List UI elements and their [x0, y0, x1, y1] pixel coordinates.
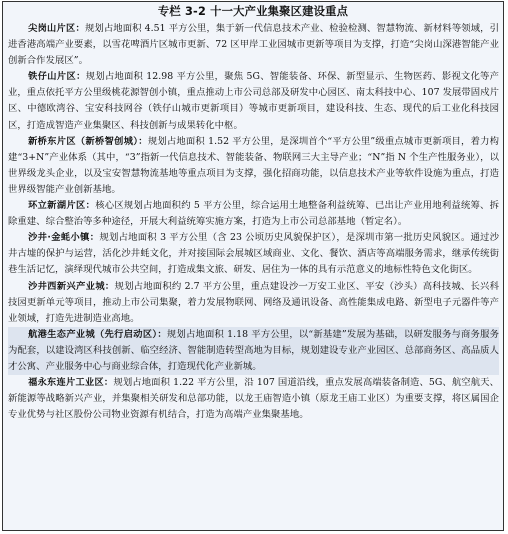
section-paragraph	[8, 134, 499, 198]
section-paragraph	[8, 198, 499, 230]
section-list	[3, 21, 503, 423]
section-name: 铁仔山片区：	[28, 71, 86, 83]
section-text: 规划占地面积约 2.7 平方公里，重点建设沙一万安工业区、平安（沙头）高科技城、长兴科技园更新单元等项目，推动上市公司集聚，着力发展物联网、网络及通讯设备、高性能集成电路、新型电子元器件等产业领域，打造先进制造业高地。	[8, 280, 499, 324]
section-name: 沙井·金蚝小镇：	[28, 232, 100, 244]
section-text: 规划占地面积 12.98 平方公里，聚焦 5G、智能装备、环保、新型显示、生物医药、影视文化等产业，重点依托平方公里级桃花源智创小镇，重点推动上市公司总部及研发中心园区、南太科技中心、107 发展带固戍片区、中德欧湾谷、宝安科技网谷（铁仔山城市更新项目）等城市更新项目，建设科技、生态、现代的后工业化科技园区，打造成智造产业集聚区、科技创新与成果转化中枢。	[8, 71, 500, 131]
section-text: 规划占地面积 1.18 平方公里，以“新基建”发展为基础，以研发服务与商务服务为配套，以建设湾区科技创新、临空经济、智能制造转型高地为目标，规划建设专业产业园区、总部商务区、高品质人才公寓、产业服务中心与商业综合体，打造现代化产业新城。	[8, 328, 499, 372]
section-name: 环立新湖片区：	[28, 200, 96, 212]
section-name: 沙井西新兴产业城：	[28, 280, 115, 292]
section-name: 福永东连片工业区：	[28, 377, 114, 389]
section-name: 尖岗山片区：	[28, 23, 85, 34]
section-text: 规划占地面积 4.51 平方公里，集于新一代信息技术产业、检验检测、智慧物流、新材料等领域，引进香港高端产业要素，以雪花啤酒片区城市更新、72 区甲岸工业园城市更新等项目为支撑，打造“尖岗山深港智能产业创新合作发展区”。	[8, 23, 499, 67]
section-text: 规划占地面积 3 平方公里（含 23 公顷历史风貌保护区），是深圳市第一批历史风貌区。通过沙井古墟的保护与运营，活化沙井蚝文化，并对接国际会展城区域商业、文化、餐饮、酒店等高端服务需求，继承传统街巷生活记忆，演绎现代城市公共空间，打造成集文旅、研发、居住为一体的具有示范意义的地标性特色文化街区。	[8, 232, 500, 276]
column-title: 专栏 3-2 十一大产业集聚区建设重点	[157, 5, 349, 18]
section-paragraph	[8, 21, 499, 69]
section-text: 规划占地面积 1.22 平方公里，沿 107 国道沿线，重点发展高端装备制造、5G、航空航天、新能源等战略新兴产业，并集聚相关研发和总部功能，以龙王庙智造小镇（原龙王庙工业区）为重要支撑，将区属国企专业优势与社区股份公司物业资源有机结合，打造为高端产业集聚基地。	[8, 377, 500, 421]
section-text: 核心区规划占地面积约 5 平方公里，综合运用土地整备利益统筹、已出让产业用地利益统筹、拆除重建、综合整治等多种途径，开展大利益统筹实施方案，打造为上市公司总部基地（暂定名）。	[8, 200, 499, 228]
section-paragraph	[8, 279, 499, 327]
section-paragraph	[8, 230, 499, 278]
section-text: 规划占地面积 1.52 平方公里，是深圳首个“平方公里”级重点城市更新项目，着力构建“3+N”产业体系（其中，“3”指新一代信息技术、智能装备、物联网三大主导产业；“N”指 N 个生产性服务业），以世界级龙头企业，以及宝安智慧物流基地等重点项目为支撑，强化招商功能，以信息技术产业等软件设施为重点，打造世界级智能产业创新基地。	[8, 135, 499, 195]
section-paragraph	[8, 375, 499, 423]
section-name: 新桥东片区（新桥智创城）：	[28, 135, 148, 147]
section-paragraph	[8, 69, 499, 133]
section-paragraph	[8, 327, 499, 375]
section-name: 航港生态产业城（先行启动区）：	[28, 328, 167, 340]
column-box	[2, 1, 504, 531]
